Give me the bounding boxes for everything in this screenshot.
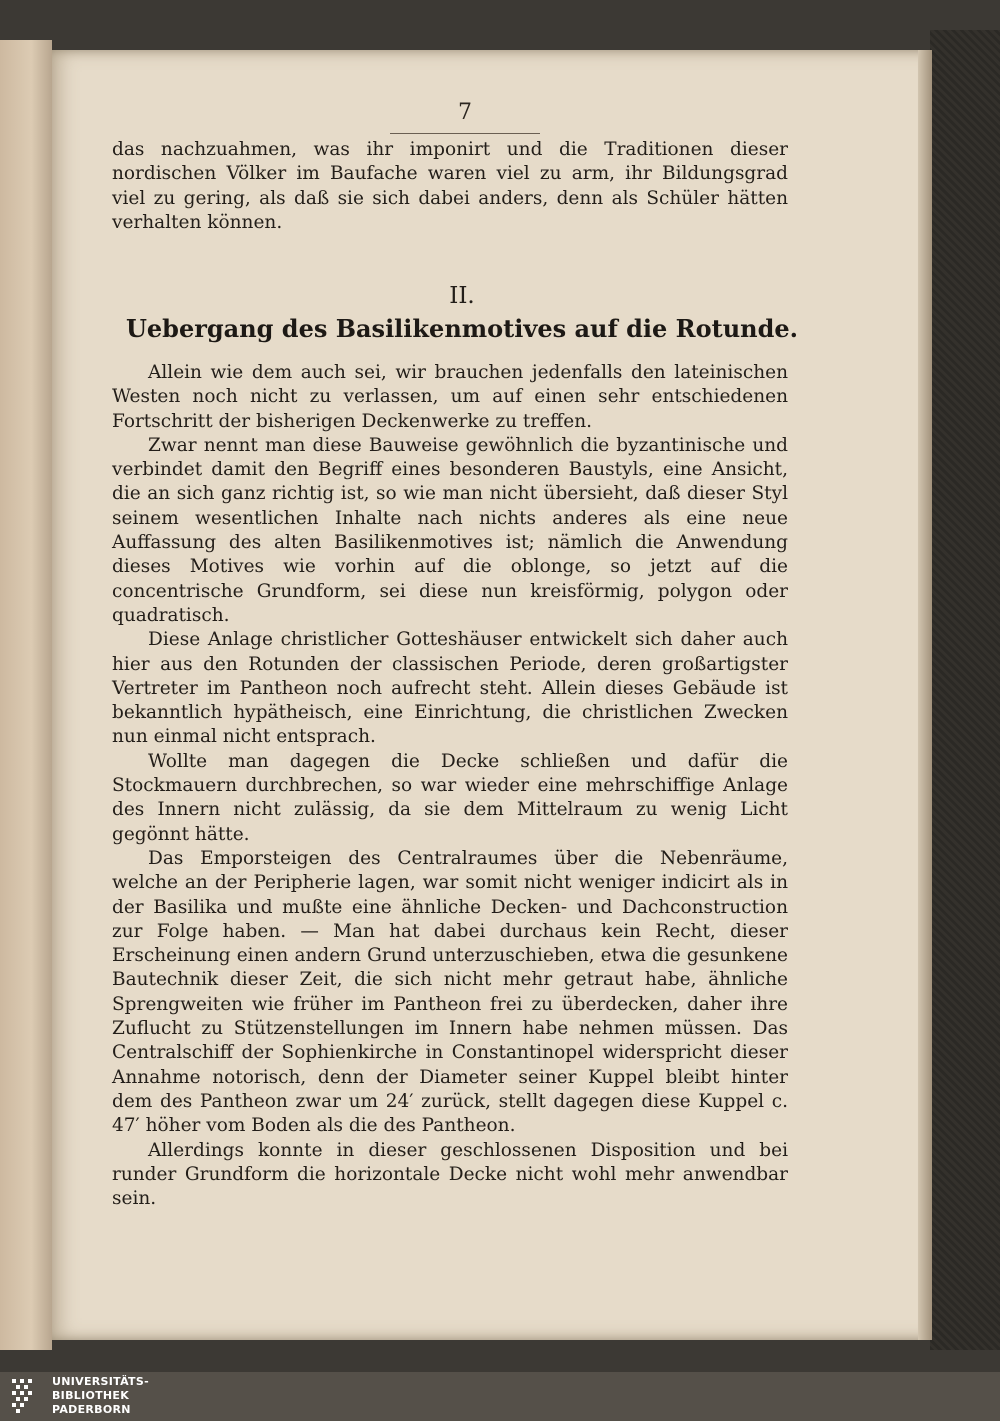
paragraph: Wollte man dagegen die Decke schließen und dafür die Stockmauern durchbrechen, so war wieder eine mehrschiffige Anlage des Innern nicht zulässig, da sie dem Mittelraum zu wenig Licht gegönnt hätte.: [112, 750, 788, 845]
paragraph: Zwar nennt man diese Bauweise gewöhnlich die byzantinische und verbindet damit den Begriff eines besonderen Baustyls, eine Ansicht, die an sich ganz richtig ist, so wie man nicht übersieht, daß dieser Styl seinem wesentlichen Inhalte nach nichts anderes als eine neue Auffassung des alten Basilikenmotives ist; nämlich die Anwendung dieses Motives wie vorhin auf die oblonge, so jetzt auf die concentrische Grundform, sei diese nun kreisförmig, polygon oder quadratisch.: [112, 434, 788, 626]
library-name-line: BIBLIOTHEK: [52, 1389, 130, 1402]
university-library-logo-icon: [8, 1376, 48, 1416]
book-cover-edge: [930, 30, 1000, 1350]
library-footer-bar: [0, 1372, 1000, 1421]
paragraph: Diese Anlage christlicher Gotteshäuser entwickelt sich daher auch hier aus den Rotunden der classischen Periode, deren großartigster Vertreter im Pantheon noch aufrecht steht. Allein dieses Gebäude ist bekanntlich hypätheisch, eine Einrichtung, die christlichen Zwecken nun einmal nicht entsprach.: [112, 629, 788, 748]
facing-page-edge: [0, 40, 52, 1350]
intro-text-block: [112, 138, 788, 235]
library-name-line: PADERBORN: [52, 1403, 131, 1416]
library-name: [52, 1375, 149, 1417]
intro-paragraph: das nachzuahmen, was ihr imponirt und die Traditionen dieser nordischen Völker im Baufache waren viel zu arm, ihr Bildungsgrad viel zu gering, als daß sie sich dabei anders, denn als Schüler hätten verhalten können.: [112, 139, 788, 233]
paragraph: Das Emporsteigen des Centralraumes über die Nebenräume, welche an der Peripherie lagen, war somit nicht weniger indicirt als in der Basilika und mußte eine ähnliche Decken- und Dachconstruction zur Folge haben. — Man hat dabei durchaus kein Recht, dieser Erscheinung einen andern Grund unterzuschieben, etwa die gesunkene Bautechnik dieser Zeit, die sich nicht mehr getraut habe, ähnliche Sprengweiten wie früher im Pantheon frei zu überdecken, daher ihre Zuflucht zu Stützenstellungen im Innern habe nehmen müssen. Das Centralschiff der Sophienkirche in Constantinopel widerspricht dieser Annahme notorisch, denn der Diameter seiner Kuppel bleibt hinter dem des Pantheon zwar um 24′ zurück, stellt dagegen diese Kuppel c. 47′ höher vom Boden als die des Pantheon.: [112, 847, 788, 1137]
paragraph: Allerdings konnte in dieser geschlossenen Disposition und bei runder Grundform die horizontale Decke nicht wohl mehr anwendbar sein.: [112, 1139, 788, 1210]
main-text-block: [112, 361, 788, 1211]
section-number: II.: [449, 283, 475, 309]
paragraph: Allein wie dem auch sei, wir brauchen jedenfalls den lateinischen Westen noch nicht zu verlassen, um auf einen sehr entschiedenen Fortschritt der bisherigen Deckenwerke zu treffen.: [112, 362, 788, 432]
page-number: 7: [390, 100, 540, 134]
section-title: Uebergang des Basilikenmotives auf die Rotunde.: [125, 314, 798, 343]
page-shadow-edge: [918, 50, 932, 1340]
library-name-line: UNIVERSITÄTS-: [52, 1375, 149, 1388]
